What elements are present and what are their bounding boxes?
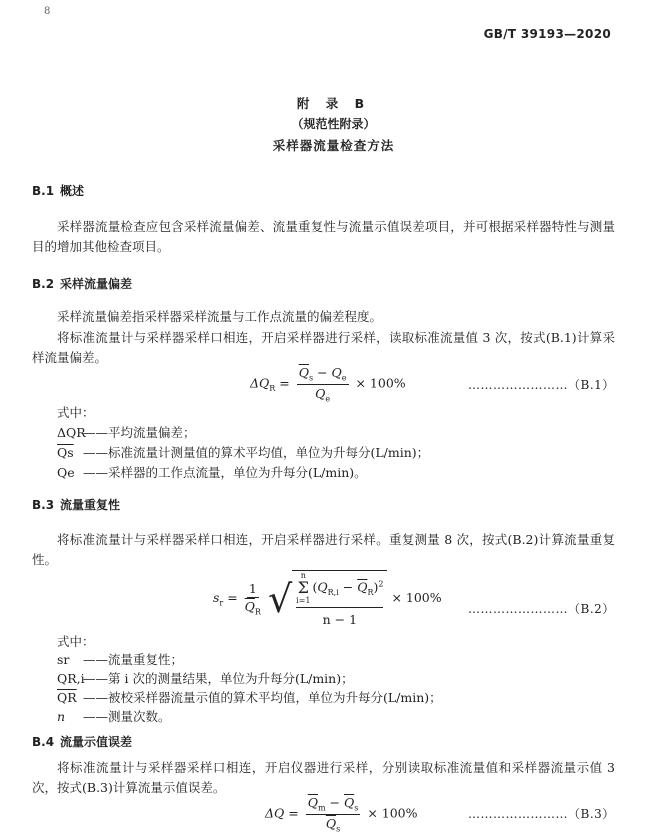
where-label: 式中： — [57, 634, 95, 649]
denominator: n − 1 — [322, 612, 358, 627]
formula-b1: $\Delta Q_R$ = $\frac{\overline{Q}_s - Q_e}{Q_e}$ × 100% — [250, 365, 406, 403]
variable-row — [57, 707, 171, 725]
variable-desc: ——标准流量计测量值的算术平均值，单位为升每分(L/min)； — [83, 445, 430, 460]
paragraph-b2-line1: 采样流量偏差指采样器采样流量与工作点流量的偏差程度。 — [57, 309, 383, 324]
section-heading-b1 — [32, 182, 84, 199]
equation-number: （B.2） — [568, 602, 615, 616]
percent-factor: × 100% — [355, 375, 406, 391]
variable-symbol: Qe — [57, 465, 75, 480]
equation-label-b3 — [468, 805, 615, 822]
variable-symbol: n — [57, 709, 66, 724]
variable-symbol: sr — [57, 652, 70, 667]
variable-desc: ——平均流量偏差； — [83, 425, 196, 440]
percent-factor: × 100% — [367, 805, 418, 821]
section-title: 流量重复性 — [60, 498, 121, 512]
equation-label-b1 — [468, 376, 615, 393]
section-heading-b4 — [32, 733, 132, 750]
section-heading-b3 — [32, 496, 120, 513]
formula-b2: $s_r$ = $\frac{1}{\overline{Q}_R}$ √ n Σ i=1 $(Q_{R,i} - \overline{Q}_R)^2$ n − 1 × 100% — [213, 571, 442, 627]
equation-label-b2 — [468, 600, 615, 617]
equation-number: （B.1） — [568, 378, 615, 392]
page-number: 8 — [44, 6, 51, 17]
section-number: B.1 — [32, 184, 55, 198]
section-number: B.4 — [32, 735, 55, 749]
variable-desc: ——测量次数。 — [83, 709, 171, 724]
percent-factor: × 100% — [391, 590, 442, 605]
paragraph-b1: 采样器流量检查应包含采样流量偏差、流量重复性与流量示值误差项目，并可根据采样器特性与测量目的增加其他检查项目。 — [32, 219, 615, 254]
variable-desc: ——采样器的工作点流量，单位为升每分(L/min)。 — [83, 465, 367, 480]
variable-symbol: $\overline{Qs}$ — [57, 445, 74, 460]
sum-upper: n — [300, 571, 306, 580]
variable-row — [57, 443, 429, 461]
paragraph-b3: 将标准流量计与采样器采样口相连，开启采样器进行采样。重复测量 8 次，按式(B.2)计算流量重复性。 — [32, 532, 615, 567]
square-root: √ n Σ i=1 $(Q_{R,i} - \overline{Q}_R)^2$ n − 1 — [268, 570, 388, 627]
section-title: 采样流量偏差 — [60, 277, 133, 291]
appendix-type: （规范性附录） — [291, 117, 376, 131]
appendix-title: 附 录 B — [296, 96, 371, 111]
leader-dots: …………………… — [468, 602, 568, 616]
section-title: 概述 — [60, 184, 85, 198]
leader-dots: …………………… — [468, 378, 568, 392]
equation-number: （B.3） — [568, 807, 615, 821]
paragraph-b2: 将标准流量计与采样器采样口相连，开启采样器进行采样，读取标准流量值 3 次，按式(B.1)计算采样流量偏差。 — [32, 330, 615, 365]
section-number: B.2 — [32, 277, 55, 291]
where-label: 式中： — [57, 405, 95, 420]
numerator-one: 1 — [248, 580, 257, 596]
variable-desc: ——被校采样器流量示值的算术平均值，单位为升每分(L/min)； — [83, 690, 442, 705]
section-heading-b2 — [32, 275, 132, 292]
variable-symbol: ΔQR — [57, 425, 86, 440]
variable-row — [57, 688, 442, 706]
variable-symbol: QR,i — [57, 671, 85, 686]
standard-code: GB/T 39193—2020 — [483, 27, 611, 41]
variable-row — [57, 650, 183, 668]
appendix-name: 采样器流量检查方法 — [272, 138, 395, 153]
variable-row — [57, 669, 354, 687]
paragraph-b4: 将标准流量计与采样器采样口相连，开启仪器进行采样，分别读取标准流量值和采样器流量示值 3 次，按式(B.3)计算流量示值误差。 — [32, 760, 615, 795]
section-number: B.3 — [32, 498, 55, 512]
formula-b3: ΔQ = $\frac{\overline{Q}_m - \overline{Q}_s}{\overline{Q}_s}$ × 100% — [265, 795, 418, 833]
variable-row — [57, 463, 367, 481]
section-title: 流量示值误差 — [60, 735, 133, 749]
sum-lower: i=1 — [296, 596, 311, 605]
leader-dots: …………………… — [468, 807, 568, 821]
variable-desc: ——流量重复性； — [83, 652, 184, 667]
variable-row — [57, 423, 196, 441]
variable-desc: ——第 i 次的测量结果，单位为升每分(L/min)； — [83, 671, 354, 686]
variable-symbol: $\overline{QR}$ — [57, 690, 77, 705]
